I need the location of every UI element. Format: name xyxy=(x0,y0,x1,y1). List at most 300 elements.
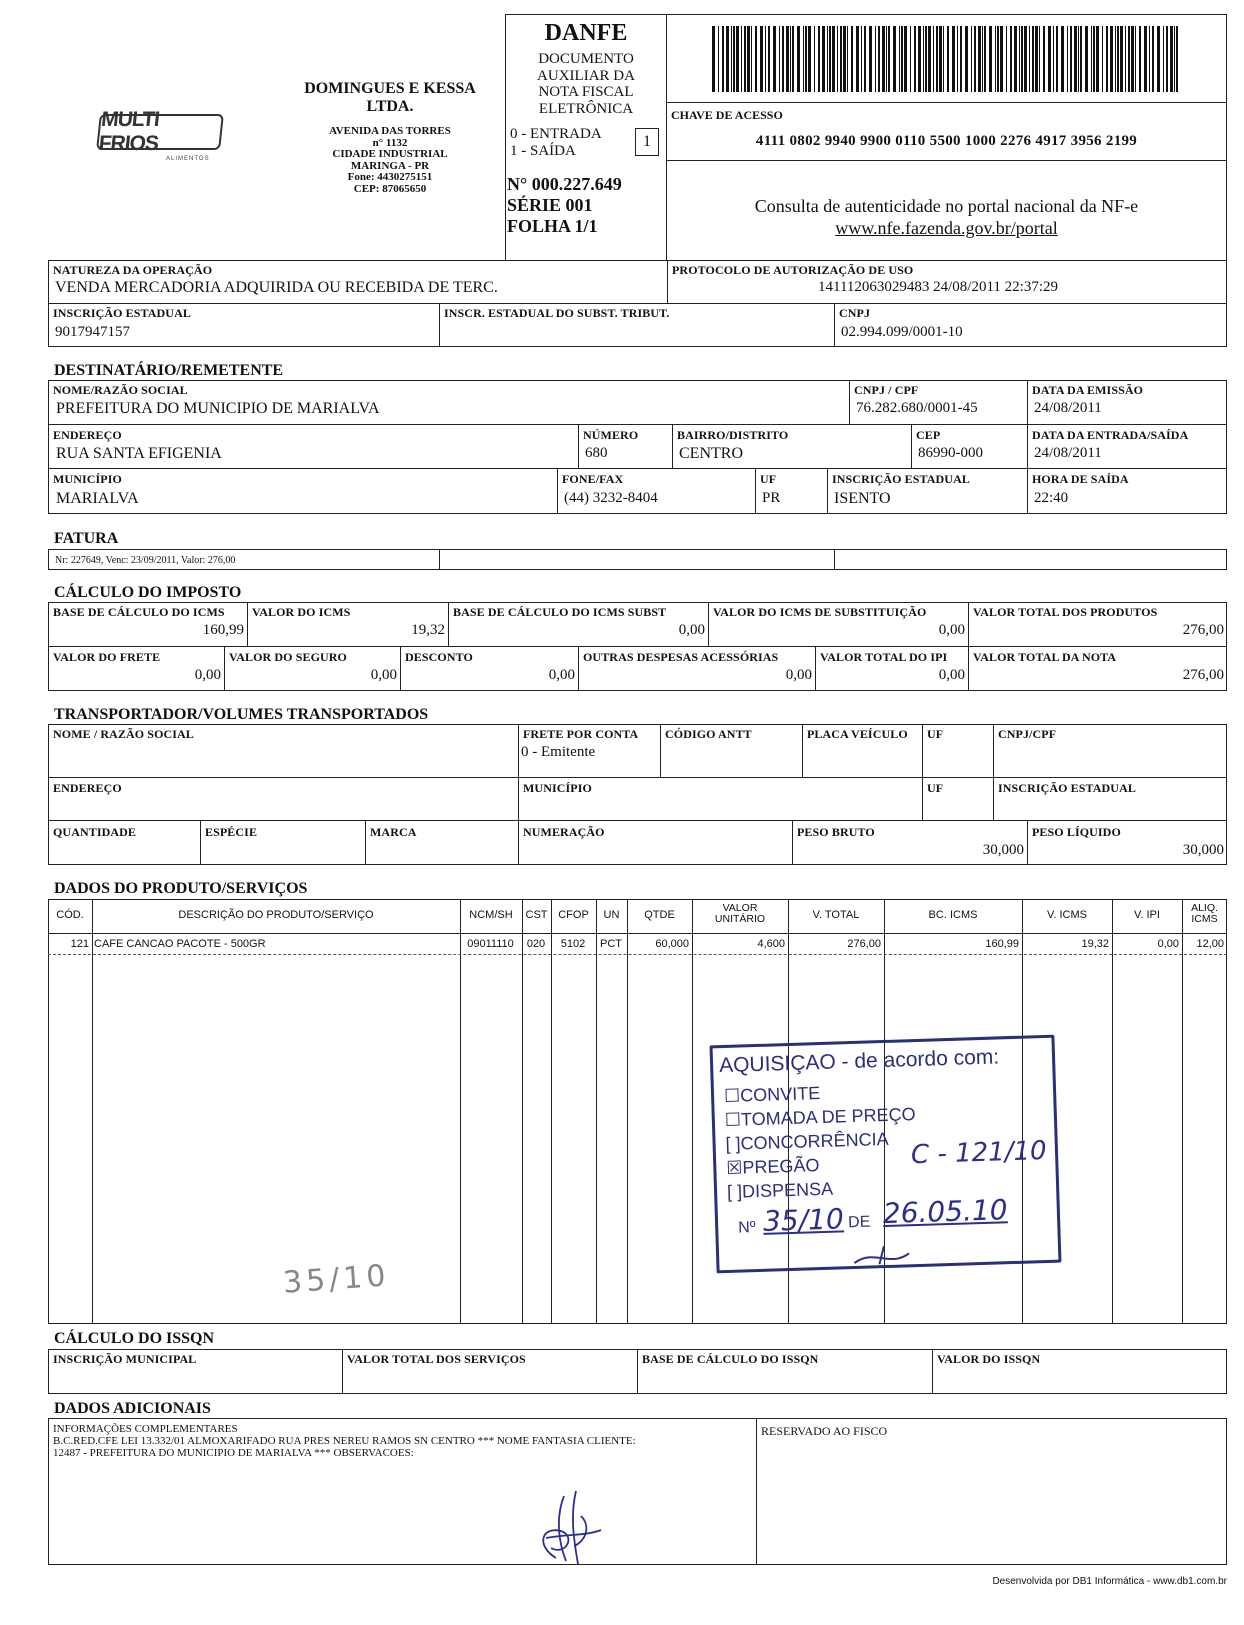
chave-acesso: 4111 0802 9940 9900 0110 5500 1000 2276 4917 3956 2199 xyxy=(755,133,1138,149)
barcode-bar xyxy=(982,26,983,92)
address-line4: MARINGA - PR xyxy=(350,159,430,172)
table-col-divider xyxy=(596,899,597,1324)
table-header-cell: NCM/SH xyxy=(469,909,513,921)
barcode-bar xyxy=(1110,26,1113,92)
chave-label: CHAVE DE ACESSO xyxy=(671,108,783,122)
barcode-bar xyxy=(886,26,887,92)
barcode-bar xyxy=(837,26,838,92)
address-line2: n° 1132 xyxy=(372,136,408,149)
barcode-bar xyxy=(1157,26,1160,92)
stamp-opt-convite xyxy=(724,1083,821,1107)
barcode-bar xyxy=(1166,26,1168,92)
barcode-bar xyxy=(797,26,800,92)
company-name xyxy=(285,80,495,116)
barcode-bar xyxy=(888,26,890,92)
barcode-bar xyxy=(1029,26,1030,92)
valor-icms-label: VALOR DO ICMS xyxy=(252,605,351,619)
barcode-bar xyxy=(1043,26,1045,92)
stamp-opt4-label: PREGÃO xyxy=(742,1155,820,1178)
outras-label: OUTRAS DESPESAS ACESSÓRIAS xyxy=(583,650,779,664)
barcode-bar xyxy=(960,26,962,92)
bracket-icon: [ ] xyxy=(725,1133,741,1155)
table-cell: 160,99 xyxy=(985,938,1019,950)
protocolo-value: 141112063029483 24/08/2011 22:37:29 xyxy=(818,279,1058,295)
especie-label: ESPÉCIE xyxy=(205,825,258,839)
barcode-bar xyxy=(803,26,804,92)
dest-hora: 22:40 xyxy=(1034,490,1069,506)
table-header-cell: CÓD. xyxy=(56,909,84,921)
qtd-label: QUANTIDADE xyxy=(53,825,137,839)
dest-fone-label: FONE/FAX xyxy=(562,472,624,486)
barcode-bar xyxy=(856,26,859,92)
table-cell: 020 xyxy=(526,938,546,950)
barcode-bar xyxy=(914,26,916,92)
barcode-bar xyxy=(786,26,789,92)
table-header-cell: V. TOTAL xyxy=(812,909,860,921)
barcode-bar xyxy=(1135,26,1136,92)
dest-cnpj-label: CNPJ / CPF xyxy=(854,383,919,397)
total-nota-label: VALOR TOTAL DA NOTA xyxy=(973,650,1117,664)
barcode-bar xyxy=(1149,26,1150,92)
table-col-divider xyxy=(92,899,93,1324)
table-header-cell: QTDE xyxy=(644,909,675,921)
barcode-bar xyxy=(851,26,853,92)
aquisicao-stamp xyxy=(710,1035,1062,1274)
produtos-title: DADOS DO PRODUTO/SERVIÇOS xyxy=(54,880,308,897)
barcode-bar xyxy=(984,26,986,92)
nf-serie: SÉRIE 001 xyxy=(507,195,593,215)
stamp-no-value: 35/10 xyxy=(762,1202,845,1238)
dest-fone: (44) 3232-8404 xyxy=(564,490,658,506)
natureza-cell xyxy=(48,260,668,304)
dest-municipio: MARIALVA xyxy=(56,490,139,507)
barcode-bar xyxy=(893,26,896,92)
barcode-bar xyxy=(1078,26,1079,92)
dest-entrada-label: DATA DA ENTRADA/SAÍDA xyxy=(1032,428,1189,442)
dest-bairro: CENTRO xyxy=(679,445,743,462)
desconto-value: 0,00 xyxy=(548,667,575,683)
barcode-bar xyxy=(744,26,746,92)
barcode-bar xyxy=(712,26,715,92)
stamp-opt-tomada xyxy=(725,1104,916,1131)
frete-label: VALOR DO FRETE xyxy=(53,650,161,664)
table-header-cell: UN xyxy=(603,909,620,921)
table-header-cell: V. IPI xyxy=(1134,909,1160,921)
base-icms-label: BASE DE CÁLCULO DO ICMS xyxy=(53,605,225,619)
danfe-sub-1: DOCUMENTO xyxy=(538,51,634,67)
barcode-bar xyxy=(773,26,776,92)
nf-numero: N° 000.227.649 xyxy=(507,174,622,194)
icms-subst-value: 0,00 xyxy=(938,622,965,638)
barcode-bar xyxy=(1000,26,1003,92)
stamp-de-label: DE xyxy=(847,1213,871,1232)
table-cell: CAFE CANCAO PACOTE - 500GR xyxy=(94,938,266,950)
tipo-box: 1 xyxy=(635,128,659,156)
stamp-opt1-label: CONVITE xyxy=(739,1083,821,1106)
outras-value: 0,00 xyxy=(785,667,812,683)
barcode-bar xyxy=(933,26,934,92)
barcode-bar xyxy=(733,26,735,92)
barcode-bar xyxy=(1120,26,1123,92)
barcode-bar xyxy=(1115,26,1116,92)
dest-endereco-label: ENDEREÇO xyxy=(53,428,122,442)
barcode-bar xyxy=(1039,26,1040,92)
barcode-bar xyxy=(936,26,938,92)
barcode-bar xyxy=(878,26,880,92)
dest-hora-label: HORA DE SAÍDA xyxy=(1032,472,1129,486)
barcode-bar xyxy=(925,26,927,92)
table-cell: 60,000 xyxy=(655,938,689,950)
table-header-cell: VALOR UNITÁRIO xyxy=(714,902,766,925)
barcode-bar xyxy=(843,26,846,92)
base-icms-value: 160,99 xyxy=(202,622,244,638)
nf-folha: FOLHA 1/1 xyxy=(507,216,598,236)
barcode-bar xyxy=(1053,26,1054,92)
barcode-bar xyxy=(1010,26,1012,92)
dest-ie-label: INSCRIÇÃO ESTADUAL xyxy=(832,472,970,486)
danfe-sub-3: NOTA FISCAL xyxy=(538,84,634,100)
ie-subst-cell xyxy=(439,303,835,347)
barcode-bar xyxy=(760,26,763,92)
transp-uf-label: UF xyxy=(927,727,944,741)
tipo-saida: 1 - SAÍDA xyxy=(510,143,576,159)
logo-subtitle: ALIMENTOS xyxy=(166,156,210,162)
table-col-divider xyxy=(627,899,628,1324)
address-line3: CIDADE INDUSTRIAL xyxy=(332,148,448,160)
barcode-bar xyxy=(1061,26,1064,92)
dest-cnpj: 76.282.680/0001-45 xyxy=(856,400,978,416)
barcode-bar xyxy=(779,26,780,92)
ie-cell xyxy=(48,303,440,347)
handwritten-note: 35/10 xyxy=(281,1258,391,1301)
dest-ie: ISENTO xyxy=(834,490,891,507)
barcode-bar xyxy=(1021,26,1023,92)
checked-box-icon: ☒ xyxy=(726,1157,743,1179)
natureza-value: VENDA MERCADORIA ADQUIRIDA OU RECEBIDA DE TERC. xyxy=(55,279,498,296)
barcode-bar xyxy=(1091,26,1092,92)
barcode-bar xyxy=(864,26,866,92)
transp-municipio-label: MUNICÍPIO xyxy=(523,781,592,795)
ie-value: 9017947157 xyxy=(55,324,130,340)
barcode-bar xyxy=(989,26,992,92)
barcode-bar xyxy=(971,26,972,92)
barcode-bar xyxy=(1067,26,1068,92)
transp-nome-label: NOME / RAZÃO SOCIAL xyxy=(53,727,194,741)
dest-nome: PREFEITURA DO MUNICIPIO DE MARIALVA xyxy=(56,400,380,417)
dest-cep: 86990-000 xyxy=(918,445,983,461)
issqn-servicos-label: VALOR TOTAL DOS SERVIÇOS xyxy=(347,1352,526,1366)
barcode-bar xyxy=(1093,26,1095,92)
barcode-bar xyxy=(1144,26,1147,92)
table-cell: PCT xyxy=(600,938,622,950)
marca-label: MARCA xyxy=(370,825,417,839)
destinatario-title: DESTINATÁRIO/REMETENTE xyxy=(54,362,284,379)
barcode-bar xyxy=(875,26,876,92)
issqn-im-label: INSCRIÇÃO MUNICIPAL xyxy=(53,1352,197,1366)
numeracao-label: NUMERAÇÃO xyxy=(523,825,605,839)
barcode-bar xyxy=(943,26,944,92)
barcode-bar xyxy=(755,26,757,92)
barcode-bar xyxy=(928,26,931,92)
barcode-bar xyxy=(840,26,842,92)
dest-emissao-label: DATA DA EMISSÃO xyxy=(1032,383,1144,397)
danfe-title: DANFE xyxy=(544,20,628,46)
barcode-bar xyxy=(1085,26,1088,92)
cnpj-cell xyxy=(834,303,1227,347)
peso-liquido-label: PESO LÍQUIDO xyxy=(1032,825,1121,839)
danfe-sub-4: ELETRÔNICA xyxy=(538,100,634,117)
frete-conta-label: FRETE POR CONTA xyxy=(523,727,639,741)
info-line1: B.C.RED.CFE LEI 13.332/01 ALMOXARIFADO RUA PRES NEREU RAMOS SN CENTRO *** NOME FANTASIA CLIENTE: xyxy=(53,1435,636,1447)
barcode-bar xyxy=(832,26,835,92)
table-col-divider xyxy=(692,899,693,1324)
barcode-bar xyxy=(736,26,739,92)
barcode-bar xyxy=(827,26,828,92)
barcode-bar xyxy=(1174,26,1175,92)
barcode-bar xyxy=(1048,26,1051,92)
peso-liquido-value: 30,000 xyxy=(1182,842,1224,858)
total-produtos-value: 276,00 xyxy=(1182,622,1224,638)
barcode-bar xyxy=(741,26,742,92)
transp-cnpj-label: CNPJ/CPF xyxy=(998,727,1057,741)
checkbox-icon: ☐ xyxy=(723,1085,741,1107)
barcode-bar xyxy=(923,26,924,92)
table-header-cell: CFOP xyxy=(558,909,589,921)
barcode-bar xyxy=(1102,26,1103,92)
table-header-cell: DESCRIÇÃO DO PRODUTO/SERVIÇO xyxy=(178,909,374,921)
barcode-bar xyxy=(1117,26,1119,92)
barcode-bar xyxy=(1035,26,1038,92)
barcode-bar xyxy=(805,26,807,92)
table-header-cell: BC. ICMS xyxy=(928,909,978,921)
dest-uf-label: UF xyxy=(760,472,777,486)
dest-numero: 680 xyxy=(585,445,608,461)
frete-conta-value: 0 - Emitente xyxy=(521,744,596,760)
peso-bruto-label: PESO BRUTO xyxy=(797,825,875,839)
signature xyxy=(526,1486,606,1566)
barcode-bar xyxy=(1163,26,1164,92)
issqn-title: CÁLCULO DO ISSQN xyxy=(54,1330,215,1347)
barcode-bar xyxy=(726,26,729,92)
table-cell: 5102 xyxy=(560,938,586,950)
natureza-label: NATUREZA DA OPERAÇÃO xyxy=(53,263,213,277)
barcode-bar xyxy=(1176,26,1178,92)
barcode-bar xyxy=(792,26,794,92)
seguro-value: 0,00 xyxy=(370,667,397,683)
barcode-bar xyxy=(829,26,831,92)
table-cell: 09011110 xyxy=(467,938,514,950)
fisco-label: RESERVADO AO FISCO xyxy=(761,1424,888,1438)
barcode-bar xyxy=(731,26,732,92)
barcode-bar xyxy=(1019,26,1020,92)
table-cell: 276,00 xyxy=(847,938,881,950)
address-phone: Fone: 4430275151 xyxy=(347,171,433,183)
danfe-subtitle xyxy=(505,51,667,117)
barcode-bar xyxy=(1128,26,1130,92)
adicionais-title: DADOS ADICIONAIS xyxy=(54,1400,211,1417)
seguro-label: VALOR DO SEGURO xyxy=(229,650,347,664)
base-subst-value: 0,00 xyxy=(678,622,705,638)
table-cell: 0,00 xyxy=(1157,938,1179,950)
barcode-bar xyxy=(751,26,752,92)
fatura-title: FATURA xyxy=(54,530,119,547)
dest-emissao: 24/08/2011 xyxy=(1034,400,1102,416)
info-label: INFORMAÇÕES COMPLEMENTARES xyxy=(53,1423,238,1435)
barcode-bar xyxy=(997,26,999,92)
dest-uf: PR xyxy=(762,490,781,506)
total-ipi-label: VALOR TOTAL DO IPI xyxy=(820,650,948,664)
table-cell: 12,00 xyxy=(1196,938,1224,950)
barcode-bar xyxy=(952,26,955,92)
address-cep: CEP: 87065650 xyxy=(353,182,427,195)
transportador-title: TRANSPORTADOR/VOLUMES TRANSPORTADOS xyxy=(54,706,429,723)
issqn-valor-label: VALOR DO ISSQN xyxy=(937,1352,1041,1366)
stamp-opt-concorrencia xyxy=(725,1129,889,1155)
barcode-bar xyxy=(1074,26,1077,92)
address-line1: AVENIDA DAS TORRES xyxy=(329,125,451,137)
table-col-divider xyxy=(1112,899,1113,1324)
stamp-no-label: Nº xyxy=(737,1219,756,1237)
imposto-title: CÁLCULO DO IMPOSTO xyxy=(54,584,242,601)
transp-endereco-label: ENDEREÇO xyxy=(53,781,122,795)
barcode-bar xyxy=(747,26,750,92)
barcode-bar xyxy=(1106,26,1108,92)
barcode-bar xyxy=(947,26,949,92)
nf-number xyxy=(507,174,622,237)
barcode-bar xyxy=(814,26,815,92)
barcode-bar xyxy=(1170,26,1173,92)
barcode-bar xyxy=(1139,26,1141,92)
barcode-bar xyxy=(939,26,942,92)
stamp-opt-dispensa xyxy=(727,1179,834,1203)
ie-subst-label: INSCR. ESTADUAL DO SUBST. TRIBUT. xyxy=(444,306,670,320)
total-produtos-label: VALOR TOTAL DOS PRODUTOS xyxy=(973,605,1158,619)
frete-value: 0,00 xyxy=(194,667,221,683)
antt-label: CÓDIGO ANTT xyxy=(665,727,752,741)
base-subst-label: BASE DE CÁLCULO DO ICMS SUBST xyxy=(453,605,667,619)
barcode-bar xyxy=(1125,26,1126,92)
company-name-line1: DOMINGUES E KESSA xyxy=(304,80,476,97)
barcode-bar xyxy=(1006,26,1007,92)
issqn-base-label: BASE DE CÁLCULO DO ISSQN xyxy=(642,1352,819,1366)
stamp-opt3-label: CONCORRÊNCIA xyxy=(740,1128,889,1154)
barcode-bar xyxy=(918,26,921,92)
peso-bruto-value: 30,000 xyxy=(982,842,1024,858)
ie-label: INSCRIÇÃO ESTADUAL xyxy=(53,306,191,320)
dest-entrada: 24/08/2011 xyxy=(1034,445,1102,461)
checkbox-icon: ☐ xyxy=(724,1109,742,1131)
desconto-label: DESCONTO xyxy=(405,650,473,664)
dest-nome-label: NOME/RAZÃO SOCIAL xyxy=(53,383,188,397)
table-col-divider xyxy=(522,899,523,1324)
stamp-opt2-label: TOMADA DE PREÇO xyxy=(740,1104,916,1130)
barcode-bar xyxy=(904,26,907,92)
table-col-divider xyxy=(460,899,461,1324)
table-cell: 4,600 xyxy=(757,938,785,950)
cnpj-value: 02.994.099/0001-10 xyxy=(841,324,963,340)
stamp-opt-pregao xyxy=(726,1155,820,1179)
barcode-bar xyxy=(978,26,981,92)
table-header-cell: CST xyxy=(525,909,548,921)
dest-endereco: RUA SANTA EFIGENIA xyxy=(56,445,222,462)
dest-numero-label: NÚMERO xyxy=(583,428,639,442)
barcode-bar xyxy=(782,26,784,92)
table-col-divider xyxy=(551,899,552,1324)
transp-ie-label: INSCRIÇÃO ESTADUAL xyxy=(998,781,1136,795)
table-cell: 19,32 xyxy=(1081,938,1109,950)
placa-label: PLACA VEÍCULO xyxy=(807,727,908,741)
barcode-bar xyxy=(1014,26,1017,92)
barcode-bar xyxy=(899,26,900,92)
barcode xyxy=(712,26,1180,92)
barcode-bar xyxy=(1024,26,1027,92)
dest-municipio-label: MUNICÍPIO xyxy=(53,472,122,486)
barcode-bar xyxy=(790,26,791,92)
table-col-divider xyxy=(1182,899,1183,1324)
fatura-text: Nr: 227649, Venc: 23/09/2011, Valor: 276,00 xyxy=(55,555,236,566)
info-complementares xyxy=(53,1423,636,1459)
barcode-bar xyxy=(869,26,872,92)
barcode-bar xyxy=(1152,26,1154,92)
footer-credit: Desenvolvida por DB1 Informática - www.db1.com.br xyxy=(992,1576,1227,1587)
barcode-bar xyxy=(818,26,820,92)
barcode-bar xyxy=(1056,26,1058,92)
barcode-bar xyxy=(957,26,958,92)
barcode-bar xyxy=(765,26,766,92)
barcode-bar xyxy=(722,26,724,92)
barcode-bar xyxy=(847,26,848,92)
tipo-entrada: 0 - ENTRADA xyxy=(510,126,602,142)
barcode-bar xyxy=(718,26,719,92)
barcode-bar xyxy=(1096,26,1099,92)
barcode-bar xyxy=(861,26,862,92)
protocolo-cell xyxy=(667,260,1227,304)
stamp-date-value: 26.05.10 xyxy=(882,1193,1009,1231)
barcode-bar xyxy=(910,26,911,92)
danfe-sub-2: AUXILIAR DA xyxy=(537,67,635,84)
icms-subst-label: VALOR DO ICMS DE SUBSTITUIÇÃO xyxy=(713,605,927,619)
stamp-title: AQUISIÇAO - de acordo com: xyxy=(718,1045,1000,1078)
total-nota-value: 276,00 xyxy=(1182,667,1224,683)
barcode-bar xyxy=(901,26,903,92)
consulta-url[interactable]: www.nfe.fazenda.gov.br/portal xyxy=(835,218,1058,238)
bracket-icon: [ ] xyxy=(726,1181,743,1202)
cnpj-label: CNPJ xyxy=(839,306,871,320)
info-line2: 12487 - PREFEITURA DO MUNICIPIO DE MARIALVA *** OBSERVACOES: xyxy=(53,1447,414,1459)
barcode-bar xyxy=(1070,26,1072,92)
barcode-bar xyxy=(1080,26,1082,92)
barcode-bar xyxy=(1032,26,1034,92)
barcode-bar xyxy=(995,26,996,92)
company-address xyxy=(300,126,480,195)
protocolo-label: PROTOCOLO DE AUTORIZAÇÃO DE USO xyxy=(672,263,914,277)
barcode-bar xyxy=(882,26,885,92)
stamp-opt5-label: DISPENSA xyxy=(741,1178,834,1202)
consulta-text: Consulta de autenticidade no portal nacional da NF-e xyxy=(754,196,1139,216)
company-name-line2: LTDA. xyxy=(366,98,414,115)
transp-uf2-label: UF xyxy=(927,781,944,795)
dest-bairro-label: BAIRRO/DISTRITO xyxy=(677,428,789,442)
table-cell: 121 xyxy=(70,938,89,950)
barcode-bar xyxy=(965,26,968,92)
barcode-bar xyxy=(822,26,825,92)
barcode-bar xyxy=(1131,26,1134,92)
barcode-bar xyxy=(974,26,976,92)
stamp-reference: C - 121/10 xyxy=(910,1135,1048,1171)
valor-icms-value: 19,32 xyxy=(411,622,445,638)
barcode-bar xyxy=(808,26,811,92)
total-ipi-value: 0,00 xyxy=(938,667,965,683)
